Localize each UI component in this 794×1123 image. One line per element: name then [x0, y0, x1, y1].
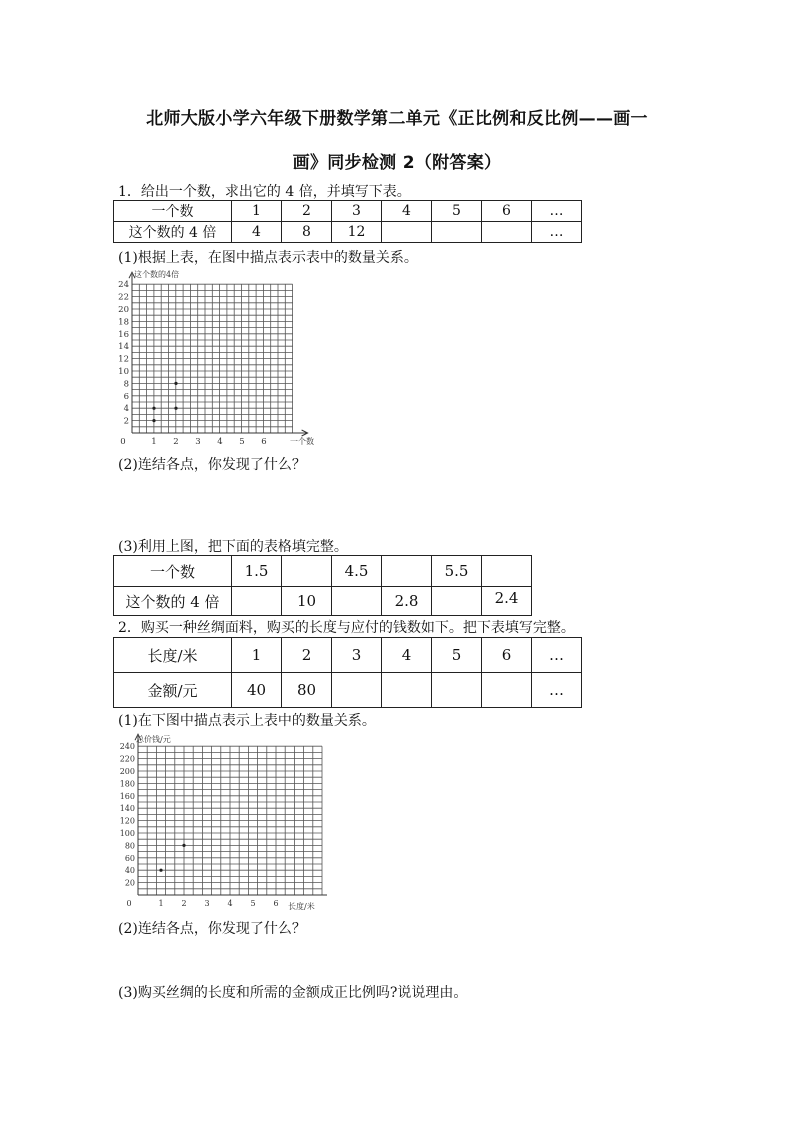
q1-table-cell: 6	[482, 201, 532, 222]
q2-graph-y-tick-label: 100	[119, 829, 135, 838]
q2-graph-y-tick-label: 180	[119, 779, 135, 789]
q1-graph-data-point	[174, 382, 177, 385]
q2-sub3: (3)购买丝绸的长度和所需的金额成正比例吗?说说理由。	[118, 985, 468, 1001]
q2-table-cell: 40	[232, 673, 282, 708]
q1-table-cell	[482, 222, 532, 243]
q1-table-cell: 1	[232, 201, 282, 222]
q2-table-cell: 1	[232, 638, 282, 673]
q1-table2-header-cell: 这个数的 4 倍	[114, 587, 232, 616]
q2-table-cell	[482, 673, 532, 708]
q1-table-header-cell: 一个数	[114, 201, 232, 222]
q2-graph-y-title: 总价钱/元	[136, 735, 171, 744]
q2-table-cell: 6	[482, 638, 532, 673]
q2-graph-y-tick-label: 120	[119, 816, 135, 826]
q1-table-cell: …	[532, 222, 582, 243]
q1-table-cell	[432, 222, 482, 243]
q1-table-cell: 4	[232, 222, 282, 243]
q1-table-2	[113, 555, 532, 616]
q1-table2-cell	[232, 587, 282, 616]
q2-graph-x-tick-label: 2	[181, 899, 187, 908]
q1-sub1: (1)根据上表，在图中描点表示表中的数量关系。	[118, 250, 418, 266]
q2-graph-y-tick-label: 160	[119, 791, 135, 801]
q1-graph-x-tick-label: 5	[239, 437, 245, 447]
q1-prompt: 1．给出一个数，求出它的 4 倍，并填写下表。	[118, 184, 411, 200]
q1-table-cell: 12	[332, 222, 382, 243]
q2-prompt: 2．购买一种丝绸面料，购买的长度与应付的钱数如下。把下表填写完整。	[118, 620, 575, 636]
q1-graph-data-point	[152, 407, 155, 410]
q2-coordinate-grid	[112, 731, 327, 913]
q1-graph-y-title: 这个数的4倍	[134, 270, 180, 279]
q2-table-cell	[332, 673, 382, 708]
q1-graph-x-tick-label: 2	[173, 437, 179, 447]
q1-table2-cell: 2.4	[482, 587, 532, 616]
q1-sub3: (3)利用上图，把下面的表格填完整。	[118, 539, 348, 555]
q1-table2-cell: 5.5	[432, 556, 482, 587]
q2-graph-data-point	[182, 844, 185, 847]
q2-table	[113, 637, 582, 708]
q2-graph-y-tick-label: 80	[124, 841, 135, 851]
q1-graph-y-tick-label: 2	[123, 416, 129, 427]
document-title-line-2: 画》同步检测 2（附答案）	[292, 153, 502, 173]
q2-graph-x-title: 长度/米	[288, 902, 315, 911]
q2-graph-y-tick-label: 60	[124, 853, 135, 863]
q1-table2-cell	[282, 556, 332, 587]
q2-table-cell	[382, 673, 432, 708]
q2-table-cell: …	[532, 638, 582, 673]
q2-graph-data-point	[159, 869, 162, 872]
q1-graph-y-tick-label: 20	[118, 305, 129, 315]
q1-graph-x-tick-label: 6	[261, 437, 267, 447]
q2-table-header-cell: 长度/米	[114, 638, 232, 673]
q1-table-cell: 3	[332, 201, 382, 222]
q1-graph-y-tick-label: 18	[118, 317, 129, 328]
q2-table-cell: 3	[332, 638, 382, 673]
q1-graph-y-tick-label: 4	[123, 404, 129, 415]
q2-sub1: (1)在下图中描点表示上表中的数量关系。	[118, 713, 376, 729]
q2-graph-y-tick-label: 200	[119, 767, 135, 776]
q1-graph-data-point	[152, 419, 155, 422]
q1-graph-data-point	[174, 407, 177, 410]
q1-table-cell: 8	[282, 222, 332, 243]
q2-graph-y-tick-label: 20	[124, 878, 135, 888]
q1-table-cell: 4	[382, 201, 432, 222]
q1-table	[113, 200, 582, 243]
q1-table-cell: …	[532, 201, 582, 222]
q2-graph-x-tick-label: 6	[273, 899, 279, 908]
q1-graph-y-tick-label: 6	[123, 391, 129, 402]
q1-table2-cell	[482, 556, 532, 587]
q1-table2-cell: 4.5	[332, 556, 382, 587]
q1-table2-header-cell: 一个数	[114, 556, 232, 587]
q1-table2-cell: 10	[282, 587, 332, 616]
q1-table2-cell: 2.8	[382, 587, 432, 616]
q2-table-cell: …	[532, 673, 582, 708]
q1-table2-cell	[332, 587, 382, 616]
q1-graph-x-tick-label: 0	[120, 437, 126, 447]
q2-graph-y-tick-label: 240	[119, 742, 135, 752]
q1-graph-x-tick-label: 4	[217, 437, 223, 447]
q1-graph-y-tick-label: 12	[118, 354, 129, 365]
q2-graph-x-tick-label: 0	[126, 899, 132, 908]
q1-table-cell	[382, 222, 432, 243]
q1-graph-y-tick-label: 14	[118, 342, 129, 353]
q2-table-cell: 4	[382, 638, 432, 673]
q2-graph-y-tick-label: 140	[119, 804, 135, 814]
q2-graph-x-tick-label: 1	[158, 899, 164, 908]
q1-graph-y-tick-label: 10	[118, 367, 129, 377]
q1-graph-x-title: 一个数	[290, 437, 314, 446]
q2-table-cell: 5	[432, 638, 482, 673]
q2-sub2: (2)连结各点，你发现了什么？	[118, 921, 306, 937]
q2-table-cell: 2	[282, 638, 332, 673]
q2-graph-y-tick-label: 40	[124, 866, 135, 876]
q1-sub2: (2)连结各点，你发现了什么？	[118, 457, 306, 473]
q1-coordinate-grid	[112, 268, 317, 448]
q1-table-cell: 5	[432, 201, 482, 222]
q2-table-cell: 80	[282, 673, 332, 708]
q1-graph-y-tick-label: 16	[118, 329, 129, 340]
q1-graph-y-tick-label: 8	[123, 379, 129, 390]
q2-table-header-cell: 金额/元	[114, 673, 232, 708]
q2-graph-x-tick-label: 3	[204, 899, 210, 908]
q1-table-cell: 2	[282, 201, 332, 222]
q2-table-cell	[432, 673, 482, 708]
document-title-line-1: 北师大版小学六年级下册数学第二单元《正比例和反比例——画一	[146, 109, 648, 129]
q1-table2-cell	[432, 587, 482, 616]
q2-graph-x-tick-label: 4	[227, 899, 233, 908]
q1-table2-cell	[382, 556, 432, 587]
q1-graph-y-tick-label: 24	[118, 280, 129, 291]
q2-graph-y-tick-label: 220	[119, 754, 135, 764]
q1-graph-y-tick-label: 22	[118, 292, 129, 303]
q1-table-header-cell: 这个数的 4 倍	[114, 222, 232, 243]
q1-table2-cell: 1.5	[232, 556, 282, 587]
q2-graph-x-tick-label: 5	[250, 899, 256, 908]
q1-graph-x-tick-label: 3	[195, 437, 201, 447]
q1-graph-x-tick-label: 1	[151, 437, 157, 447]
